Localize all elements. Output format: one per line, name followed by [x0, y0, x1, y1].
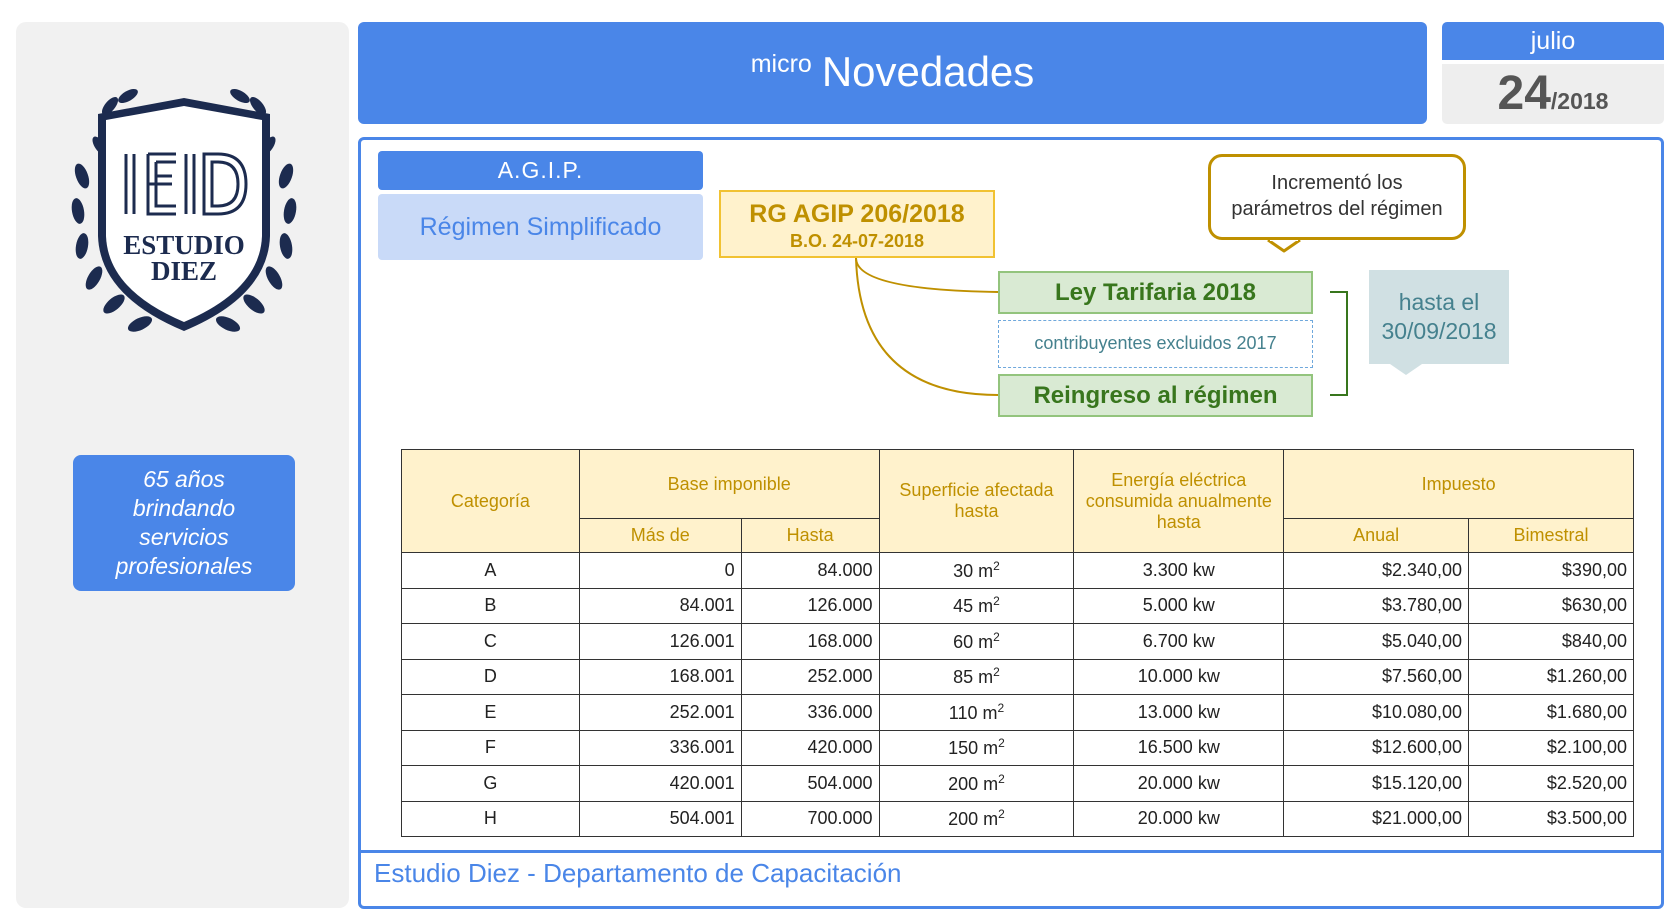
logo-text-estudio: ESTUDIO: [123, 230, 245, 260]
cell-hasta-text: 504.000: [807, 772, 873, 793]
cell-energia: [1074, 624, 1284, 660]
cell-mas-de-text: 168.001: [669, 666, 735, 687]
cell-superficie-text: 110 m: [948, 702, 998, 723]
cell-anual: [1284, 624, 1469, 660]
cell-anual-text: $10.080,00: [1371, 701, 1463, 722]
table-row: [402, 766, 1634, 802]
cell-bimestral-text: $1.680,00: [1546, 701, 1627, 722]
badge-line: brindando: [132, 495, 236, 521]
regime-label: Régimen Simplificado: [378, 194, 703, 260]
cell-superficie: [879, 766, 1074, 802]
cell-energia: [1074, 766, 1284, 802]
cell-categoria-text: H: [483, 808, 497, 829]
cell-anual-text: $3.780,00: [1381, 595, 1463, 616]
cell-energia-text: 20.000 kw: [1137, 808, 1220, 829]
header-bimestral: Bimestral: [1469, 519, 1634, 553]
cell-superficie: [879, 553, 1074, 589]
unit-exponent: 2: [998, 807, 1005, 822]
cell-bimestral: [1469, 553, 1634, 589]
cell-bimestral: [1469, 659, 1634, 695]
cell-mas-de-text: 336.001: [669, 737, 735, 758]
date-month: julio: [1442, 22, 1664, 60]
cell-mas-de-text: 126.001: [669, 630, 735, 651]
header-superficie: Superficie afectada hasta: [879, 450, 1074, 553]
cell-energia-text: 5.000 kw: [1142, 595, 1215, 616]
table-body: [402, 553, 1634, 837]
cell-mas-de: [579, 730, 741, 766]
deadline-box: [1369, 270, 1509, 364]
unit-exponent: 2: [993, 594, 1000, 609]
badge-line: servicios: [139, 524, 229, 550]
cell-energia: [1074, 801, 1284, 837]
cell-energia-text: 13.000 kw: [1137, 701, 1220, 722]
resolution-bulletin: B.O. 24-07-2018: [789, 231, 925, 251]
cell-categoria-text: D: [483, 666, 497, 687]
table-row: [402, 801, 1634, 837]
cell-hasta: [741, 766, 879, 802]
cell-anual-text: $2.340,00: [1381, 559, 1463, 580]
cell-mas-de-text: 420.001: [669, 772, 735, 793]
date-day: 24: [1497, 67, 1551, 120]
header-impuesto: Impuesto: [1284, 450, 1634, 519]
cell-hasta: [741, 730, 879, 766]
cell-categoria: [402, 695, 580, 731]
header-base-imponible: Base imponible: [579, 450, 879, 519]
header-energia: Energía eléctrica consumida anualmente hasta: [1074, 450, 1284, 553]
cell-hasta-text: 168.000: [807, 630, 873, 651]
cell-anual: [1284, 801, 1469, 837]
cell-superficie-text: 150 m: [948, 738, 999, 759]
cell-hasta-text: 336.000: [807, 701, 873, 722]
cell-energia: [1074, 659, 1284, 695]
cell-superficie-text: 60 m: [953, 631, 994, 652]
ley-tarifaria-box: Ley Tarifaria 2018: [998, 271, 1313, 314]
cell-mas-de: [579, 588, 741, 624]
cell-categoria-text: B: [484, 595, 497, 616]
cell-anual-text: $5.040,00: [1381, 630, 1463, 651]
cell-hasta: [741, 659, 879, 695]
cell-mas-de: [579, 695, 741, 731]
cell-mas-de: [579, 801, 741, 837]
unit-exponent: 2: [998, 771, 1005, 786]
cell-energia: [1074, 553, 1284, 589]
cell-categoria-text: C: [483, 630, 497, 651]
table-row: [402, 553, 1634, 589]
deadline-line: hasta el: [1398, 289, 1480, 315]
cell-bimestral: [1469, 730, 1634, 766]
cell-categoria: [402, 624, 580, 660]
cell-bimestral-text: $1.260,00: [1546, 666, 1627, 687]
cell-hasta: [741, 553, 879, 589]
cell-anual-text: $12.600,00: [1371, 737, 1463, 758]
cell-bimestral-text: $2.100,00: [1546, 737, 1627, 758]
cell-hasta-text: 126.000: [807, 595, 873, 616]
categories-table: [401, 449, 1634, 837]
cell-superficie: [879, 801, 1074, 837]
cell-energia-text: 3.300 kw: [1142, 559, 1215, 580]
cell-superficie-text: 200 m: [948, 773, 999, 794]
header-hasta: Hasta: [741, 519, 879, 553]
cell-hasta: [741, 801, 879, 837]
cell-mas-de: [579, 553, 741, 589]
cell-anual: [1284, 695, 1469, 731]
header-categoria: Categoría: [402, 450, 580, 553]
cell-bimestral-text: $630,00: [1561, 595, 1627, 616]
cell-hasta: [741, 695, 879, 731]
cell-superficie: [879, 588, 1074, 624]
cell-bimestral-text: $840,00: [1561, 630, 1627, 651]
cell-superficie-text: 85 m: [953, 667, 994, 688]
cell-categoria-text: A: [484, 559, 497, 580]
cell-categoria: [402, 659, 580, 695]
footer-text: Estudio Diez - Departamento de Capacitación: [374, 858, 902, 888]
reingreso-box: Reingreso al régimen: [998, 374, 1313, 417]
unit-exponent: 2: [998, 736, 1005, 751]
cell-hasta-text: 420.000: [807, 737, 873, 758]
cell-mas-de-text: 0: [724, 559, 735, 580]
cell-superficie: [879, 730, 1074, 766]
logo-text-diez: DIEZ: [150, 256, 218, 286]
cell-bimestral-text: $390,00: [1561, 559, 1627, 580]
agency-label: A.G.I.P.: [378, 151, 703, 190]
table-row: [402, 659, 1634, 695]
cell-categoria-text: F: [484, 737, 496, 758]
header-prefix: micro: [750, 50, 812, 78]
badge-line: 65 años: [143, 466, 225, 492]
table-row: [402, 588, 1634, 624]
cell-energia-text: 6.700 kw: [1142, 630, 1215, 651]
cell-categoria: [402, 553, 580, 589]
cell-hasta: [741, 588, 879, 624]
callout-line: Incrementó los: [1271, 172, 1403, 194]
table-row: [402, 730, 1634, 766]
date-year: /2018: [1550, 88, 1609, 114]
cell-bimestral: [1469, 695, 1634, 731]
cell-bimestral: [1469, 588, 1634, 624]
cell-superficie-text: 30 m: [953, 560, 994, 581]
cell-categoria: [402, 730, 580, 766]
cell-anual: [1284, 588, 1469, 624]
cell-mas-de-text: 504.001: [669, 808, 735, 829]
cell-anual-text: $7.560,00: [1381, 666, 1463, 687]
cell-hasta-text: 84.000: [817, 559, 873, 580]
unit-exponent: 2: [993, 558, 1000, 573]
cell-bimestral: [1469, 624, 1634, 660]
callout-line: parámetros del régimen: [1231, 198, 1443, 220]
header-anual: Anual: [1284, 519, 1469, 553]
cell-bimestral: [1469, 801, 1634, 837]
cell-hasta-text: 700.000: [807, 808, 873, 829]
cell-bimestral: [1469, 766, 1634, 802]
cell-superficie-text: 200 m: [948, 809, 999, 830]
cell-mas-de: [579, 624, 741, 660]
cell-categoria: [402, 588, 580, 624]
cell-anual: [1284, 766, 1469, 802]
cell-mas-de: [579, 659, 741, 695]
cell-energia-text: 20.000 kw: [1137, 772, 1220, 793]
cell-bimestral-text: $3.500,00: [1546, 808, 1627, 829]
page-title: Novedades: [821, 48, 1035, 95]
header-mas-de: Más de: [579, 519, 741, 553]
cell-superficie: [879, 695, 1074, 731]
cell-anual-text: $15.120,00: [1371, 772, 1463, 793]
cell-categoria-text: E: [484, 701, 497, 722]
cell-mas-de: [579, 766, 741, 802]
excluidos-box: contribuyentes excluidos 2017: [998, 320, 1313, 368]
table-row: [402, 695, 1634, 731]
table-row: [402, 624, 1634, 660]
cell-anual: [1284, 553, 1469, 589]
cell-hasta-text: 252.000: [807, 666, 873, 687]
cell-energia: [1074, 695, 1284, 731]
cell-superficie: [879, 659, 1074, 695]
cell-categoria: [402, 801, 580, 837]
cell-energia: [1074, 730, 1284, 766]
cell-mas-de-text: 84.001: [679, 595, 735, 616]
deadline-date: 30/09/2018: [1381, 318, 1497, 344]
cell-energia-text: 16.500 kw: [1137, 737, 1220, 758]
cell-hasta: [741, 624, 879, 660]
unit-exponent: 2: [997, 700, 1005, 715]
cell-bimestral-text: $2.520,00: [1546, 772, 1627, 793]
cell-categoria-text: G: [483, 772, 498, 793]
cell-categoria: [402, 766, 580, 802]
resolution-title: RG AGIP 206/2018: [749, 200, 965, 228]
unit-exponent: 2: [993, 665, 1000, 680]
cell-energia: [1074, 588, 1284, 624]
cell-anual: [1284, 730, 1469, 766]
cell-superficie: [879, 624, 1074, 660]
unit-exponent: 2: [993, 629, 1000, 644]
cell-anual-text: $21.000,00: [1371, 808, 1463, 829]
resolution-box: [719, 190, 995, 258]
cell-anual: [1284, 659, 1469, 695]
cell-mas-de-text: 252.001: [669, 701, 735, 722]
callout-bubble: [1208, 154, 1466, 240]
badge-line: profesionales: [115, 553, 253, 579]
cell-superficie-text: 45 m: [953, 596, 994, 617]
cell-energia-text: 10.000 kw: [1137, 666, 1220, 687]
